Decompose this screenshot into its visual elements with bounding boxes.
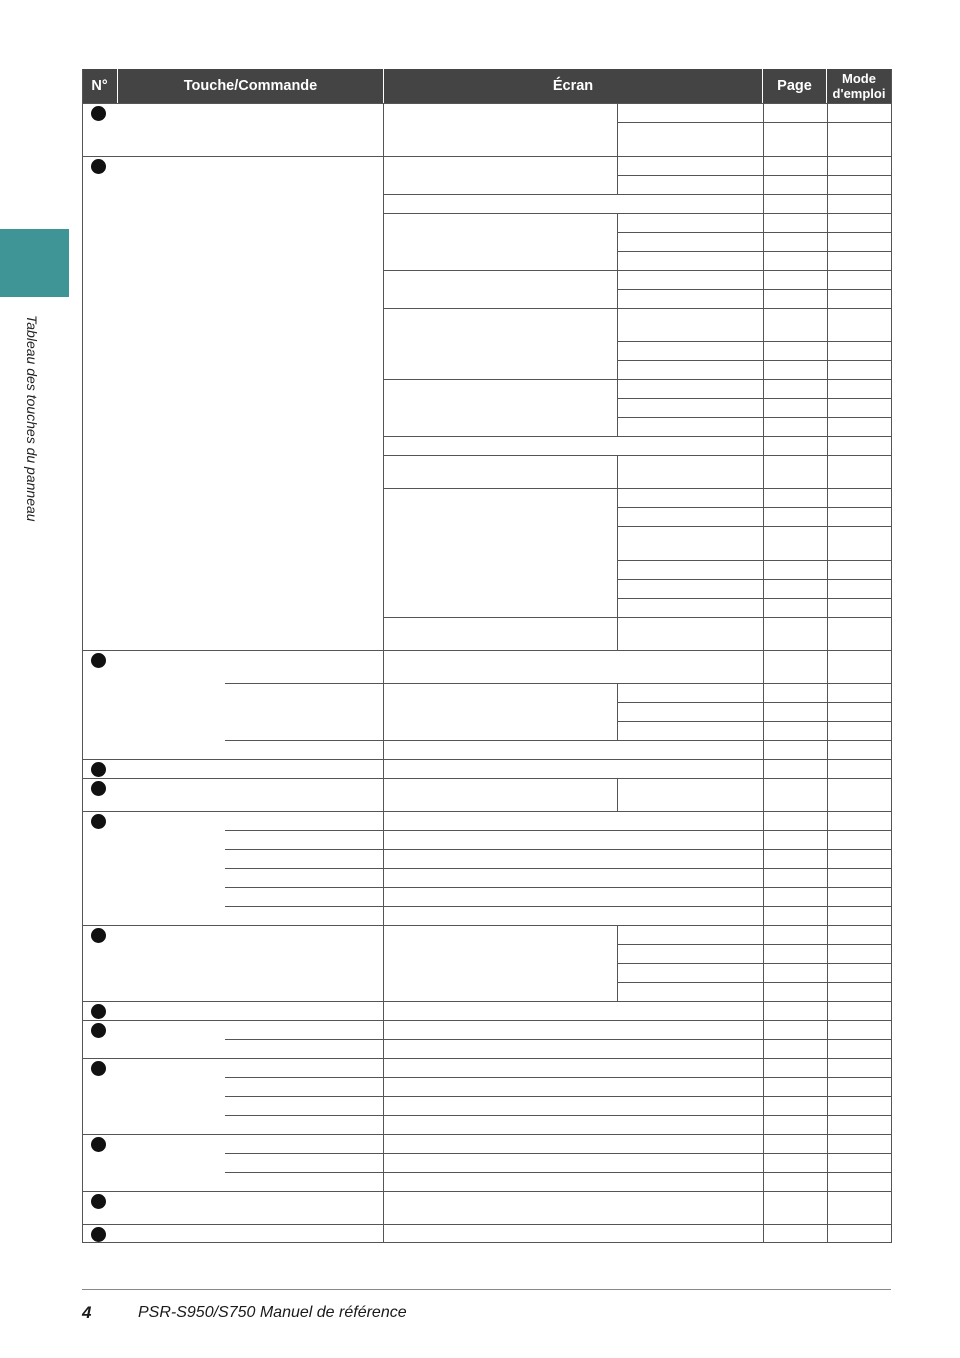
column-rule xyxy=(383,103,384,1243)
manual-title: PSR-S950/S750 Manuel de référence xyxy=(138,1304,407,1321)
column-rule xyxy=(617,683,618,703)
row-rule xyxy=(82,156,892,157)
column-rule xyxy=(617,398,618,418)
row-rule xyxy=(225,887,892,888)
column-rule xyxy=(617,617,618,651)
column-rule xyxy=(617,560,618,580)
row-rule xyxy=(617,579,892,580)
row-rule xyxy=(225,1153,892,1154)
item-number-badge xyxy=(91,1227,106,1242)
row-rule xyxy=(225,740,892,741)
row-rule xyxy=(225,906,892,907)
row-rule xyxy=(383,194,892,195)
column-rule xyxy=(617,944,618,964)
row-rule xyxy=(82,1224,892,1225)
row-rule xyxy=(383,488,892,489)
header-mode-label: Mode d'emploi xyxy=(832,71,886,101)
row-rule xyxy=(617,944,892,945)
page-number: 4 xyxy=(82,1303,92,1322)
column-rule xyxy=(617,702,618,722)
row-rule xyxy=(82,759,892,760)
row-rule xyxy=(617,507,892,508)
header-touche: Touche/Commande xyxy=(118,69,383,103)
column-rule xyxy=(617,982,618,1002)
row-rule xyxy=(617,341,892,342)
item-number-badge xyxy=(91,159,106,174)
row-rule xyxy=(617,598,892,599)
row-rule xyxy=(383,455,892,456)
row-rule xyxy=(383,379,892,380)
row-rule xyxy=(82,1191,892,1192)
item-number-badge xyxy=(91,1004,106,1019)
row-rule xyxy=(617,526,892,527)
row-rule xyxy=(617,232,892,233)
item-number-badge xyxy=(91,814,106,829)
row-rule xyxy=(82,811,892,812)
column-rule xyxy=(617,598,618,618)
row-rule xyxy=(225,849,892,850)
column-rule xyxy=(617,579,618,599)
header-ecran: Écran xyxy=(384,69,762,103)
row-rule xyxy=(617,417,892,418)
column-rule xyxy=(617,360,618,380)
item-number-badge xyxy=(91,1137,106,1152)
row-rule xyxy=(617,560,892,561)
row-rule xyxy=(383,617,892,618)
column-rule xyxy=(617,289,618,309)
row-rule xyxy=(225,830,892,831)
footer-divider xyxy=(82,1289,891,1290)
column-rule xyxy=(617,379,618,399)
column-rule xyxy=(617,778,618,812)
section-side-label: Tableau des touches du panneau xyxy=(24,315,40,522)
row-rule xyxy=(617,122,892,123)
item-number-badge xyxy=(91,762,106,777)
row-rule xyxy=(225,1115,892,1116)
column-rule xyxy=(617,156,618,176)
column-rule xyxy=(617,213,618,233)
item-number-badge xyxy=(91,781,106,796)
column-rule xyxy=(617,507,618,527)
row-rule xyxy=(82,650,892,651)
row-rule xyxy=(82,1058,892,1059)
row-rule xyxy=(82,1134,892,1135)
column-rule xyxy=(617,175,618,195)
panel-controls-table xyxy=(82,69,891,1243)
row-rule xyxy=(225,1172,892,1173)
row-rule xyxy=(82,778,892,779)
header-mode xyxy=(827,69,891,103)
row-rule xyxy=(383,436,892,437)
column-rule xyxy=(617,488,618,508)
column-rule xyxy=(617,417,618,437)
row-rule xyxy=(617,251,892,252)
column-rule xyxy=(617,526,618,561)
column-rule xyxy=(617,925,618,945)
row-rule xyxy=(617,721,892,722)
row-rule xyxy=(225,868,892,869)
row-rule xyxy=(82,1001,892,1002)
header-page: Page xyxy=(763,69,826,103)
column-rule xyxy=(617,122,618,157)
row-rule xyxy=(617,289,892,290)
section-tab-marker xyxy=(0,229,69,297)
column-rule xyxy=(617,963,618,983)
item-number-badge xyxy=(91,106,106,121)
column-rule xyxy=(617,308,618,342)
item-number-badge xyxy=(91,928,106,943)
column-rule xyxy=(617,103,618,123)
item-number-badge xyxy=(91,1023,106,1038)
row-rule xyxy=(617,982,892,983)
item-number-badge xyxy=(91,1194,106,1209)
item-number-badge xyxy=(91,653,106,668)
row-rule xyxy=(383,270,892,271)
row-rule xyxy=(617,175,892,176)
row-rule xyxy=(82,103,892,104)
column-rule xyxy=(617,232,618,252)
column-rule xyxy=(617,270,618,290)
row-rule xyxy=(617,702,892,703)
row-rule xyxy=(617,963,892,964)
row-rule xyxy=(617,398,892,399)
column-rule xyxy=(891,69,892,1243)
column-rule xyxy=(617,341,618,361)
row-rule xyxy=(225,683,892,684)
row-rule xyxy=(383,213,892,214)
column-rule xyxy=(617,721,618,741)
column-rule xyxy=(617,455,618,489)
row-rule xyxy=(383,308,892,309)
item-number-badge xyxy=(91,1061,106,1076)
row-rule xyxy=(225,1096,892,1097)
row-rule xyxy=(82,1242,892,1243)
row-rule xyxy=(225,1077,892,1078)
column-rule xyxy=(763,103,764,1243)
column-rule xyxy=(827,103,828,1243)
row-rule xyxy=(617,360,892,361)
column-rule xyxy=(82,69,83,1243)
column-rule xyxy=(617,251,618,271)
row-rule xyxy=(82,925,892,926)
row-rule xyxy=(82,1020,892,1021)
header-number: N° xyxy=(82,69,117,103)
row-rule xyxy=(225,1039,892,1040)
